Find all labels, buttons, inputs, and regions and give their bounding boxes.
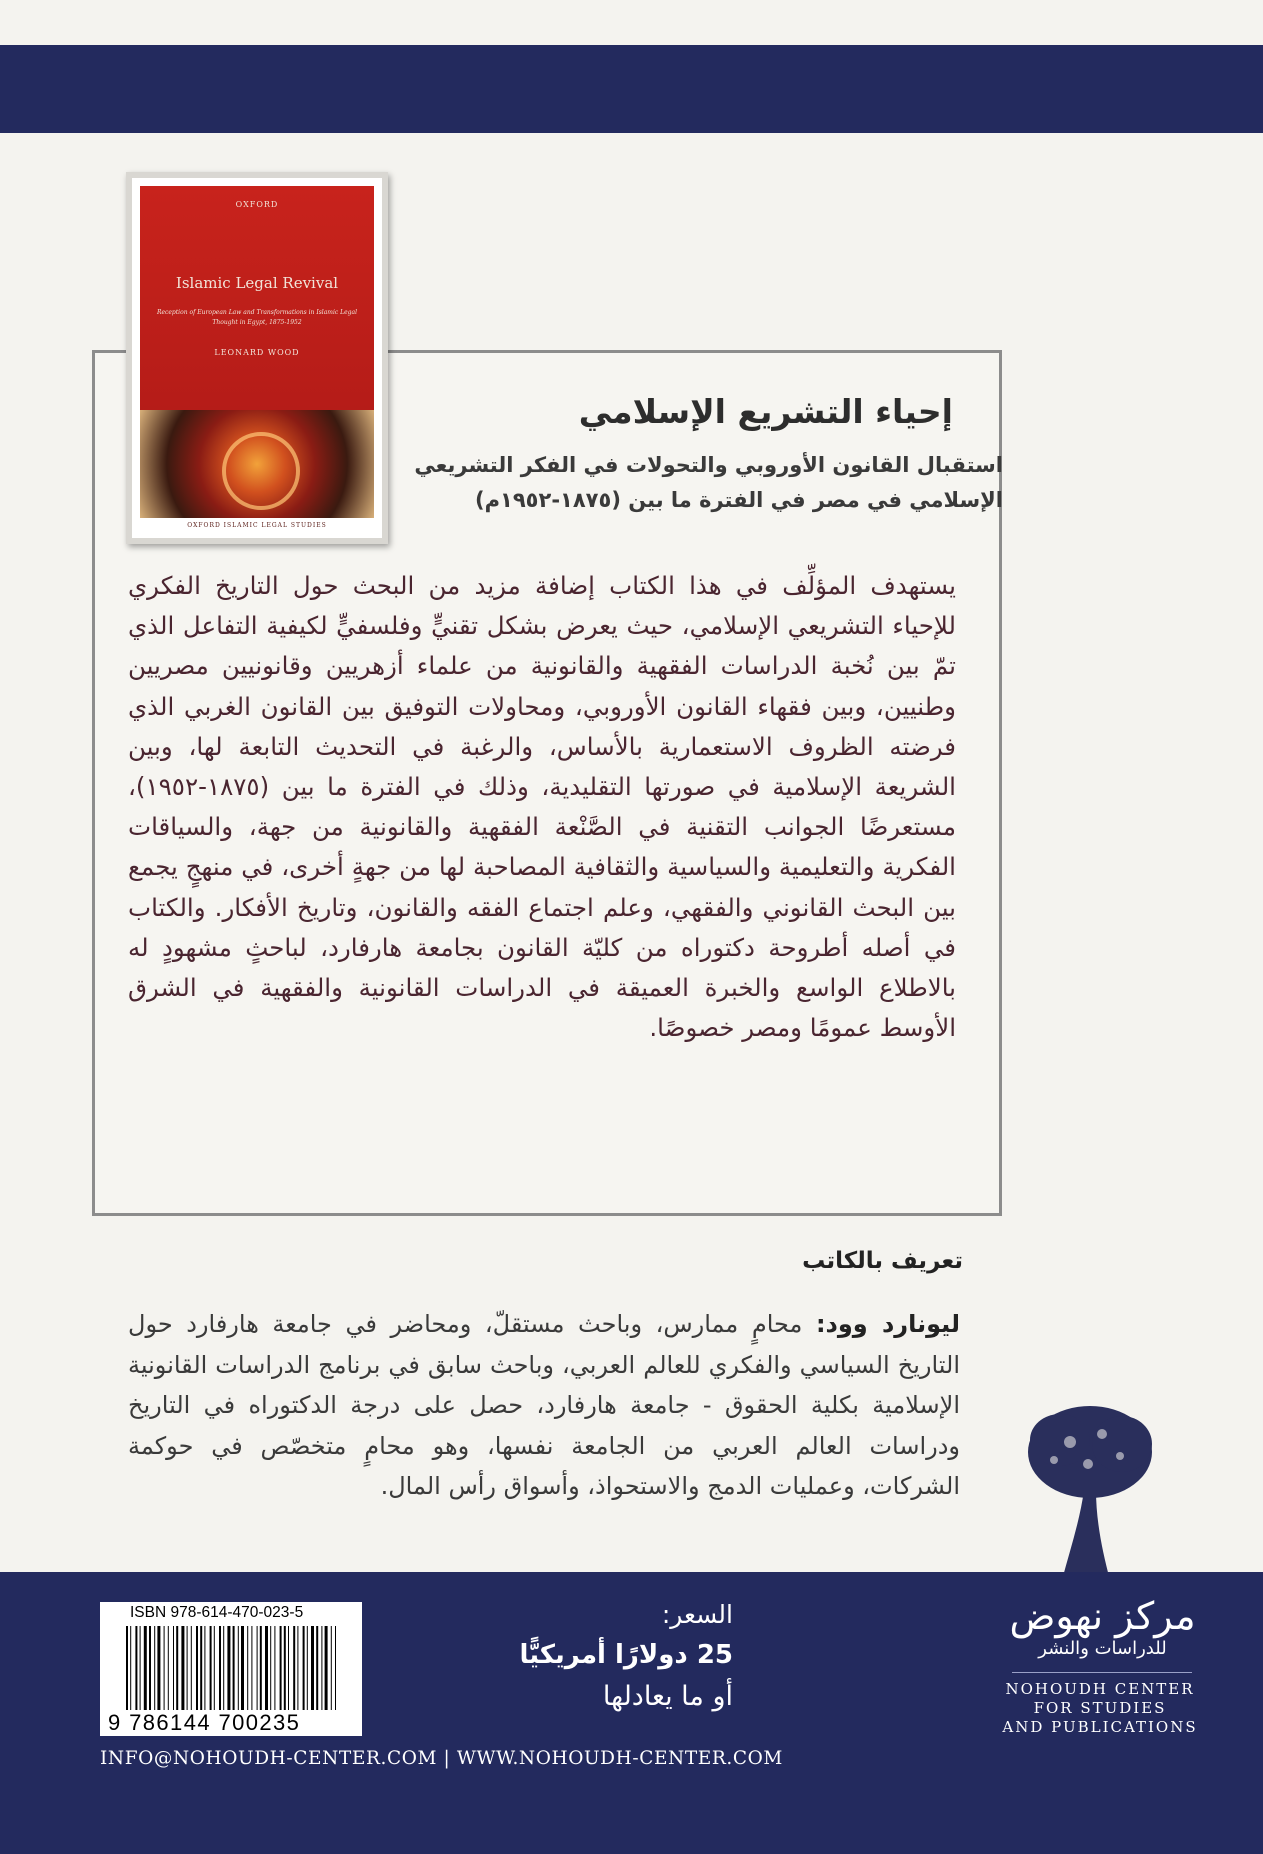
barcode-bar	[311, 1626, 314, 1710]
book-subtitle	[283, 448, 1003, 518]
barcode-bar	[335, 1626, 336, 1710]
cover-author: LEONARD WOOD	[214, 348, 300, 357]
publisher-name-en-2: FOR STUDIES	[1033, 1699, 1167, 1717]
barcode-bar	[173, 1626, 174, 1710]
price-value: 25 دولارًا أمريكيًّا	[519, 1640, 733, 1670]
barcode-bar	[251, 1626, 252, 1710]
barcode-bar	[204, 1626, 205, 1710]
barcode-bar	[168, 1626, 169, 1710]
top-navy-band	[0, 45, 1263, 133]
price-alt: أو ما يعادلها	[602, 1681, 733, 1712]
barcode-bar	[200, 1626, 202, 1710]
contact-line	[100, 1748, 783, 1769]
author-name: ليونارد وود:	[815, 1310, 960, 1338]
author-heading: تعريف بالكاتب	[802, 1248, 963, 1274]
publisher-divider	[1012, 1672, 1192, 1673]
barcode-bar	[321, 1626, 322, 1710]
barcode-digits: 9 786144 700235	[108, 1710, 301, 1735]
publisher-name-en-1: NOHOUDH CENTER	[1005, 1680, 1195, 1698]
cover-series: OXFORD ISLAMIC LEGAL STUDIES	[187, 522, 327, 529]
barcode-bar	[157, 1626, 160, 1710]
barcode-bar	[265, 1626, 268, 1710]
barcode-bar	[210, 1626, 212, 1710]
barcode-bar	[140, 1626, 141, 1710]
barcode-bar	[270, 1626, 271, 1710]
book-subtitle-line-2: الإسلامي في مصر في الفترة ما بين (١٨٧٥-١٩٥٢م)	[475, 488, 1003, 512]
barcode-bar	[223, 1626, 224, 1710]
barcode-bar	[297, 1626, 298, 1710]
barcode-bar	[144, 1626, 147, 1710]
barcode-bar	[288, 1626, 289, 1710]
contact-separator: |	[443, 1748, 451, 1769]
barcode-bar	[154, 1626, 155, 1710]
publisher-name-ar: مركز نهوض	[1009, 1594, 1196, 1638]
publisher-name-en-3: AND PUBLICATIONS	[1002, 1718, 1198, 1736]
cover-subtitle: Reception of European Law and Transformations in Islamic Legal Thought in Egypt, 1875-1952	[156, 309, 358, 326]
barcode-bar	[176, 1626, 178, 1710]
barcode-bars	[126, 1626, 340, 1710]
website-link[interactable]: WWW.NOHOUDH-CENTER.COM	[456, 1748, 783, 1769]
synopsis-text: يستهدف المؤلِّف في هذا الكتاب إضافة مزيد من البحث حول التاريخ الفكري للإحياء التشريعي الإسلامي، حيث يعرض بشكل تقنيٍّ وفلسفيٍّ لكيفية التفاعل الذي تمّ بين نُخبة الدراسات الفقهية والقانونية من علماء أزهريين وقانونيين مصريين وطنيين، وبين فقهاء القانون الأوروبي، ومحاولات التوفيق بين القانون الغربي الذي فرضته الظروف الاستعمارية بالأساس، والرغبة في التحديث التابعة لها، وبين الشريعة الإسلامية في صورتها التقليدية، وذلك في الفترة ما بين (١٨٧٥-١٩٥٢)، مستعرضًا الجوانب التقنية في الصَّنْعة الفقهية والقانونية من جهة، والسياقات الفكرية والتعليمية والسياسية والثقافية المصاحبة لها من جهةٍ أخرى، في منهجٍ يجمع بين البحث القانوني والفقهي، وعلم اجتماع الفقه والقانون، وتاريخ الأفكار. والكتاب في أصله أطروحة دكتوراه من كليّة القانون بجامعة هارفارد، لباحثٍ مشهودٍ له بالاطلاع الواسع والخبرة العميقة في الدراسات القانونية والفقهية في الشرق الأوسط عمومًا ومصر خصوصًا.	[128, 571, 956, 1043]
book-subtitle-line-1: استقبال القانون الأوروبي والتحولات في الفكر التشريعي	[414, 453, 1003, 477]
barcode-bar	[187, 1626, 188, 1710]
barcode	[100, 1602, 362, 1736]
book-title: إحياء التشريع الإسلامي	[578, 392, 953, 431]
publisher-logo-arabic	[1005, 1595, 1200, 1661]
barcode-bar	[260, 1626, 262, 1710]
publisher-sub-ar: للدراسات والنشر	[1038, 1638, 1167, 1659]
barcode-bar	[257, 1626, 258, 1710]
barcode-bar	[303, 1626, 305, 1710]
barcode-bar	[316, 1626, 318, 1710]
email-link[interactable]: INFO@NOHOUDH-CENTER.COM	[100, 1748, 438, 1769]
barcode-bar	[164, 1626, 165, 1710]
price-block	[520, 1594, 733, 1717]
barcode-bar	[274, 1626, 275, 1710]
barcode-bar	[280, 1626, 282, 1710]
barcode-bar	[149, 1626, 151, 1710]
cover-red-panel	[140, 186, 374, 410]
barcode-bar	[247, 1626, 248, 1710]
barcode-bar	[191, 1626, 192, 1710]
publisher-logo-english	[1000, 1680, 1200, 1737]
barcode-bar	[241, 1626, 244, 1710]
barcode-bar	[181, 1626, 184, 1710]
barcode-bar	[219, 1626, 221, 1710]
cover-publisher: OXFORD	[235, 200, 279, 209]
author-bio	[128, 1304, 960, 1507]
tree-logo-icon	[1010, 1390, 1170, 1580]
isbn-text: ISBN 978-614-470-023-5	[130, 1604, 304, 1621]
barcode-bar	[238, 1626, 239, 1710]
barcode-bar	[130, 1626, 131, 1710]
barcode-bar	[284, 1626, 286, 1710]
barcode-bar	[325, 1626, 328, 1710]
barcode-bar	[293, 1626, 295, 1710]
barcode-bar	[227, 1626, 230, 1710]
barcode-bar	[196, 1626, 198, 1710]
barcode-bar	[126, 1626, 128, 1710]
cover-title: Islamic Legal Revival	[175, 274, 339, 292]
author-bio-text: محامٍ ممارس، وباحث مستقلّ، ومحاضر في جامعة هارفارد حول التاريخ السياسي والفكري للعالم العربي، وباحث سابق في برنامج الدراسات القانونية الإسلامية بكلية الحقوق - جامعة هارفارد، حصل على درجة الدكتوراه في التاريخ ودراسات العالم العربي من الجامعة نفسها، وهو محامٍ متخصّص في حوكمة الشركات، وعمليات الدمج والاستحواذ، وأسواق رأس المال.	[128, 1310, 960, 1500]
barcode-bar	[307, 1626, 308, 1710]
barcode-bar	[214, 1626, 215, 1710]
barcode-bar	[331, 1626, 332, 1710]
price-label: السعر:	[661, 1600, 733, 1629]
barcode-bar	[135, 1626, 137, 1710]
barcode-bar	[233, 1626, 235, 1710]
